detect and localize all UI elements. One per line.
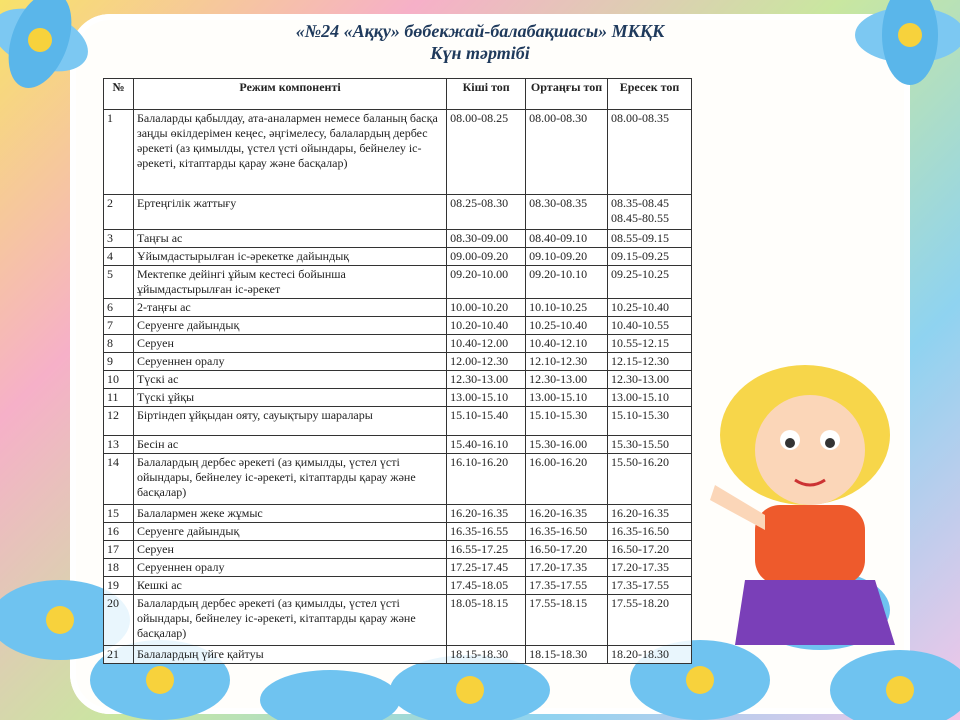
row-middle-time: 08.00-08.30 — [526, 110, 608, 195]
row-junior-time: 10.00-10.20 — [447, 299, 526, 317]
table-row — [104, 371, 692, 389]
row-senior-time: 08.00-08.35 — [608, 110, 692, 195]
row-number: 9 — [104, 353, 134, 371]
flower-decoration-top-right — [800, 0, 960, 110]
row-senior-time: 08.35-08.45 08.45-80.55 — [608, 195, 692, 230]
row-middle-time: 17.20-17.35 — [526, 559, 608, 577]
row-junior-time: 09.20-10.00 — [447, 266, 526, 299]
row-senior-time: 15.50-16.20 — [608, 454, 692, 505]
row-component: Балалардың үйге қайтуы — [133, 646, 446, 664]
row-component: Серуеннен оралу — [133, 353, 446, 371]
table-row — [104, 454, 692, 505]
row-middle-time: 12.10-12.30 — [526, 353, 608, 371]
table-row — [104, 505, 692, 523]
row-middle-time: 16.50-17.20 — [526, 541, 608, 559]
row-junior-time: 15.40-16.10 — [447, 436, 526, 454]
row-component: Балалардың дербес әрекеті (аз қимылды, үстел үсті ойындары, бейнелеу іс-әрекеті, кітаптарды қарау және басқалар) — [133, 595, 446, 646]
row-senior-time: 12.15-12.30 — [608, 353, 692, 371]
girl-illustration — [695, 365, 925, 645]
row-senior-time: 15.10-15.30 — [608, 407, 692, 436]
row-number: 19 — [104, 577, 134, 595]
header-middle-group: Ортаңғы топ — [526, 79, 608, 110]
row-senior-time: 13.00-15.10 — [608, 389, 692, 407]
row-senior-time: 10.40-10.55 — [608, 317, 692, 335]
row-number: 18 — [104, 559, 134, 577]
row-middle-time: 10.40-12.10 — [526, 335, 608, 353]
row-junior-time: 17.45-18.05 — [447, 577, 526, 595]
row-senior-time: 09.25-10.25 — [608, 266, 692, 299]
row-component: Балаларды қабылдау, ата-аналармен немесе баланың басқа заңды өкілдерімен кеңес, әңгімелесу, балалардың дербес әрекеті (аз қимылды, үстел үсті ойындары, бейнелеу іс-әрекеті, кітаптарды қарау және басқалар) — [133, 110, 446, 195]
row-senior-time: 10.55-12.15 — [608, 335, 692, 353]
table-row — [104, 646, 692, 664]
row-middle-time: 09.10-09.20 — [526, 248, 608, 266]
row-junior-time: 18.15-18.30 — [447, 646, 526, 664]
table-row — [104, 595, 692, 646]
row-middle-time: 10.10-10.25 — [526, 299, 608, 317]
row-component: Балалардың дербес әрекеті (аз қимылды, үстел үсті ойындары, бейнелеу іс-әрекеті, кітаптарды қарау және басқалар) — [133, 454, 446, 505]
row-junior-time: 15.10-15.40 — [447, 407, 526, 436]
row-middle-time: 17.35-17.55 — [526, 577, 608, 595]
row-junior-time: 16.20-16.35 — [447, 505, 526, 523]
row-junior-time: 08.25-08.30 — [447, 195, 526, 230]
table-row — [104, 407, 692, 436]
row-senior-time: 10.25-10.40 — [608, 299, 692, 317]
table-row — [104, 266, 692, 299]
table-row — [104, 436, 692, 454]
table-row — [104, 559, 692, 577]
row-number: 21 — [104, 646, 134, 664]
row-number: 4 — [104, 248, 134, 266]
row-junior-time: 17.25-17.45 — [447, 559, 526, 577]
row-component: Мектепке дейінгі ұйым кестесі бойынша ұйымдастырылған іс-әрекет — [133, 266, 446, 299]
row-middle-time: 17.55-18.15 — [526, 595, 608, 646]
row-component: Серуен — [133, 335, 446, 353]
row-number: 6 — [104, 299, 134, 317]
row-number: 16 — [104, 523, 134, 541]
row-senior-time: 17.55-18.20 — [608, 595, 692, 646]
row-middle-time: 09.20-10.10 — [526, 266, 608, 299]
table-row — [104, 299, 692, 317]
row-component: Ертеңгілік жаттығу — [133, 195, 446, 230]
row-middle-time: 15.30-16.00 — [526, 436, 608, 454]
row-middle-time: 15.10-15.30 — [526, 407, 608, 436]
row-number: 5 — [104, 266, 134, 299]
row-number: 12 — [104, 407, 134, 436]
row-junior-time: 12.30-13.00 — [447, 371, 526, 389]
row-junior-time: 09.00-09.20 — [447, 248, 526, 266]
row-junior-time: 16.55-17.25 — [447, 541, 526, 559]
row-middle-time: 13.00-15.10 — [526, 389, 608, 407]
row-component: Кешкі ас — [133, 577, 446, 595]
row-junior-time: 08.30-09.00 — [447, 230, 526, 248]
title-line-institution: «№24 «Аққу» бөбекжай-балабақшасы» МКҚК — [295, 21, 665, 41]
row-number: 2 — [104, 195, 134, 230]
row-junior-time: 10.40-12.00 — [447, 335, 526, 353]
table-row — [104, 230, 692, 248]
table-row — [104, 353, 692, 371]
row-component: Бесін ас — [133, 436, 446, 454]
table-row — [104, 577, 692, 595]
row-middle-time: 10.25-10.40 — [526, 317, 608, 335]
row-middle-time: 08.30-08.35 — [526, 195, 608, 230]
header-component: Режим компоненті — [133, 79, 446, 110]
row-number: 14 — [104, 454, 134, 505]
row-component: Серуенге дайындық — [133, 523, 446, 541]
row-number: 8 — [104, 335, 134, 353]
row-number: 15 — [104, 505, 134, 523]
row-senior-time: 16.20-16.35 — [608, 505, 692, 523]
row-component: Таңғы ас — [133, 230, 446, 248]
row-number: 11 — [104, 389, 134, 407]
row-component: Ұйымдастырылған іс-әрекетке дайындық — [133, 248, 446, 266]
table-row — [104, 248, 692, 266]
table-row — [104, 541, 692, 559]
row-number: 1 — [104, 110, 134, 195]
table-row — [104, 195, 692, 230]
row-junior-time: 16.35-16.55 — [447, 523, 526, 541]
table-row — [104, 317, 692, 335]
row-middle-time: 08.40-09.10 — [526, 230, 608, 248]
table-row — [104, 110, 692, 195]
row-number: 13 — [104, 436, 134, 454]
row-number: 20 — [104, 595, 134, 646]
row-number: 3 — [104, 230, 134, 248]
row-senior-time: 16.35-16.50 — [608, 523, 692, 541]
row-junior-time: 18.05-18.15 — [447, 595, 526, 646]
table-row — [104, 389, 692, 407]
daily-schedule-table — [103, 78, 692, 664]
row-junior-time: 10.20-10.40 — [447, 317, 526, 335]
row-component: Біртіндеп ұйқыдан ояту, сауықтыру шаралары — [133, 407, 446, 436]
row-middle-time: 12.30-13.00 — [526, 371, 608, 389]
row-senior-time: 16.50-17.20 — [608, 541, 692, 559]
row-number: 17 — [104, 541, 134, 559]
table-header-row — [104, 79, 692, 110]
row-senior-time: 12.30-13.00 — [608, 371, 692, 389]
row-senior-time: 09.15-09.25 — [608, 248, 692, 266]
row-component: Түскі ас — [133, 371, 446, 389]
row-component: Серуен — [133, 541, 446, 559]
title-line-schedule: Күн тәртібі — [430, 43, 530, 63]
row-number: 7 — [104, 317, 134, 335]
table-row — [104, 335, 692, 353]
header-number: № — [104, 79, 134, 110]
row-junior-time: 16.10-16.20 — [447, 454, 526, 505]
header-senior-group: Ересек топ — [608, 79, 692, 110]
row-component: Түскі ұйқы — [133, 389, 446, 407]
row-component: Серуеннен оралу — [133, 559, 446, 577]
row-middle-time: 18.15-18.30 — [526, 646, 608, 664]
row-junior-time: 12.00-12.30 — [447, 353, 526, 371]
row-component: Серуенге дайындық — [133, 317, 446, 335]
table-row — [104, 523, 692, 541]
row-middle-time: 16.35-16.50 — [526, 523, 608, 541]
row-junior-time: 08.00-08.25 — [447, 110, 526, 195]
row-senior-time: 17.20-17.35 — [608, 559, 692, 577]
header-junior-group: Кіші топ — [447, 79, 526, 110]
row-junior-time: 13.00-15.10 — [447, 389, 526, 407]
row-senior-time: 08.55-09.15 — [608, 230, 692, 248]
row-senior-time: 18.20-18.30 — [608, 646, 692, 664]
row-senior-time: 15.30-15.50 — [608, 436, 692, 454]
row-component: Балалармен жеке жұмыс — [133, 505, 446, 523]
row-senior-time: 17.35-17.55 — [608, 577, 692, 595]
row-component: 2-таңғы ас — [133, 299, 446, 317]
row-number: 10 — [104, 371, 134, 389]
row-middle-time: 16.00-16.20 — [526, 454, 608, 505]
row-middle-time: 16.20-16.35 — [526, 505, 608, 523]
page-title — [200, 20, 760, 64]
